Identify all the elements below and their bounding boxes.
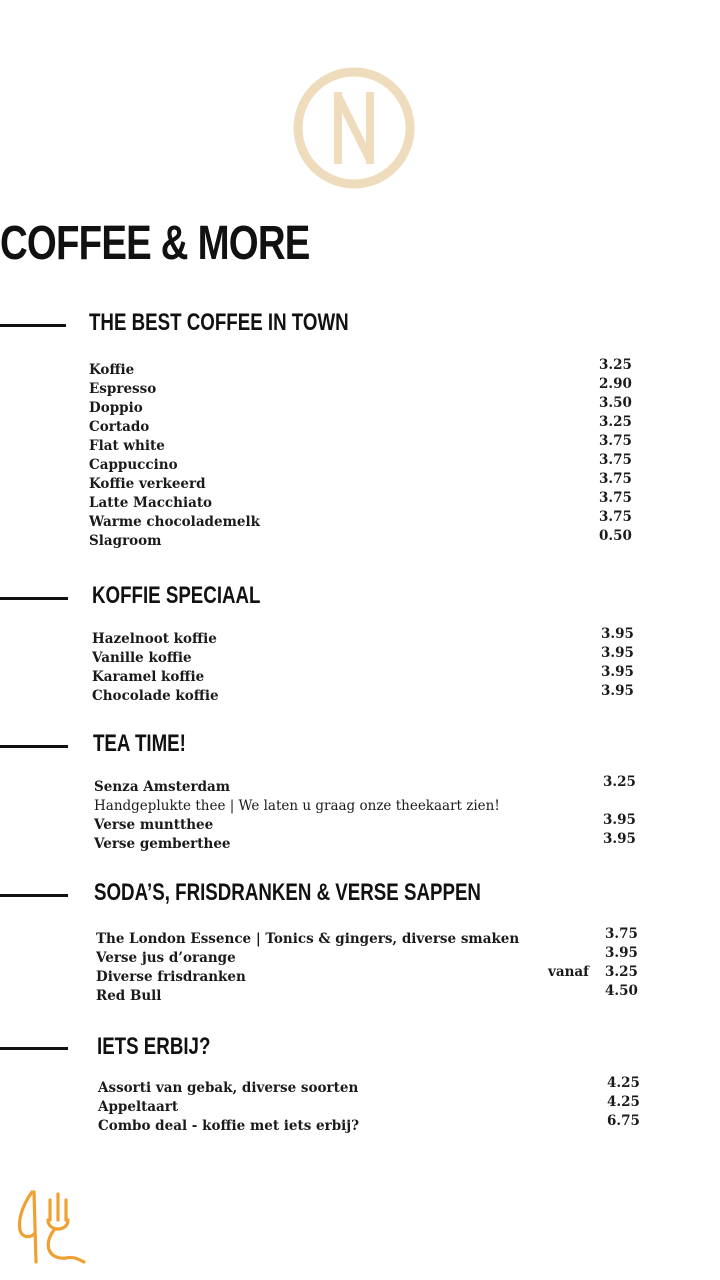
item-name: Verse gemberthee: [94, 836, 231, 852]
item-name: Red Bull: [96, 988, 162, 1004]
section-divider: [0, 324, 66, 327]
menu-item: [94, 831, 639, 854]
section-divider: [0, 894, 68, 897]
item-price: 3.25: [603, 774, 636, 790]
item-name: Warme chocolademelk: [89, 514, 260, 530]
item-price: 3.95: [601, 683, 634, 699]
menu-item: [92, 626, 637, 649]
item-price: 3.75: [599, 509, 632, 525]
menu-item: [89, 395, 634, 418]
item-price: 3.75: [599, 433, 632, 449]
menu-item: [89, 528, 634, 551]
item-price: 3.95: [601, 664, 634, 680]
item-price: 3.95: [605, 945, 638, 961]
item-name: Cappuccino: [89, 457, 178, 473]
item-price: 4.25: [607, 1094, 640, 1110]
item-price: 0.50: [599, 528, 632, 544]
item-name: Latte Macchiato: [89, 495, 213, 511]
item-price: 2.90: [599, 376, 632, 392]
section-divider: [0, 745, 68, 748]
item-price: 3.75: [599, 452, 632, 468]
item-price: 4.50: [605, 983, 638, 999]
menu-item: [92, 664, 637, 687]
item-price: 3.95: [603, 812, 636, 828]
menu-item: [89, 490, 634, 513]
n-circle-logo-icon: [292, 66, 416, 190]
menu-item: [89, 509, 634, 532]
item-name: Koffie verkeerd: [89, 476, 206, 492]
section-divider: [0, 597, 68, 600]
item-description: Handgeplukte thee | We laten u graag onze theekaart zien!: [94, 798, 500, 814]
menu-list: [94, 774, 639, 854]
item-price: 3.25: [605, 964, 638, 980]
item-price: 3.25: [599, 357, 632, 373]
section-title: TEA TIME!: [93, 730, 186, 757]
menu-item: [96, 983, 641, 1006]
item-price: 3.95: [603, 831, 636, 847]
item-name: Koffie: [89, 362, 135, 378]
fork-logo-icon: [14, 1186, 90, 1268]
menu-item: [98, 1075, 643, 1098]
menu-item: [96, 964, 641, 987]
item-name: The London Essence | Tonics & gingers, diverse smaken: [96, 931, 520, 947]
menu-item: [89, 376, 634, 399]
item-price: 3.75: [605, 926, 638, 942]
section-title: SODA’S, FRISDRANKEN & VERSE SAPPEN: [94, 879, 481, 906]
item-name: Karamel koffie: [92, 669, 205, 685]
menu-list: [92, 626, 637, 706]
section-title: IETS ERBIJ?: [97, 1033, 211, 1060]
menu-item-note: [94, 797, 639, 816]
menu-item: [89, 471, 634, 494]
item-name: Hazelnoot koffie: [92, 631, 217, 647]
menu-item: [89, 433, 634, 456]
menu-item: [98, 1113, 643, 1136]
menu-item: [89, 357, 634, 380]
item-name: Combo deal - koffie met iets erbij?: [98, 1118, 360, 1134]
item-price: 3.25: [599, 414, 632, 430]
item-price: 3.75: [599, 490, 632, 506]
item-name: Slagroom: [89, 533, 162, 549]
menu-list: [89, 357, 634, 551]
item-price: 3.95: [601, 626, 634, 642]
item-name: Verse muntthee: [94, 817, 214, 833]
menu-item: [98, 1094, 643, 1117]
menu-item: [96, 926, 641, 949]
section-title: KOFFIE SPECIAAL: [92, 582, 261, 609]
item-price: 4.25: [607, 1075, 640, 1091]
item-name: Assorti van gebak, diverse soorten: [98, 1080, 359, 1096]
item-name: Vanille koffie: [92, 650, 192, 666]
item-price: 3.50: [599, 395, 632, 411]
menu-list: [98, 1075, 643, 1136]
section-title: THE BEST COFFEE IN TOWN: [89, 309, 349, 336]
menu-list: [96, 926, 641, 1006]
item-name: Senza Amsterdam: [94, 779, 231, 795]
item-name: Diverse frisdranken: [96, 969, 246, 985]
menu-item: [92, 645, 637, 668]
menu-item: [92, 683, 637, 706]
item-price: 6.75: [607, 1113, 640, 1129]
item-name: Appeltaart: [98, 1099, 179, 1115]
item-name: Doppio: [89, 400, 143, 416]
menu-item: [89, 414, 634, 437]
item-name: Verse jus d’orange: [96, 950, 236, 966]
menu-item: [94, 774, 639, 797]
page-title: COFFEE & MORE: [0, 217, 310, 270]
item-price: 3.75: [599, 471, 632, 487]
menu-item: [89, 452, 634, 475]
item-name: Flat white: [89, 438, 165, 454]
section-divider: [0, 1047, 68, 1050]
item-name: Espresso: [89, 381, 157, 397]
menu-item: [94, 812, 639, 835]
item-price-prefix: vanaf: [548, 964, 589, 980]
item-name: Chocolade koffie: [92, 688, 219, 704]
item-name: Cortado: [89, 419, 150, 435]
item-price: 3.95: [601, 645, 634, 661]
